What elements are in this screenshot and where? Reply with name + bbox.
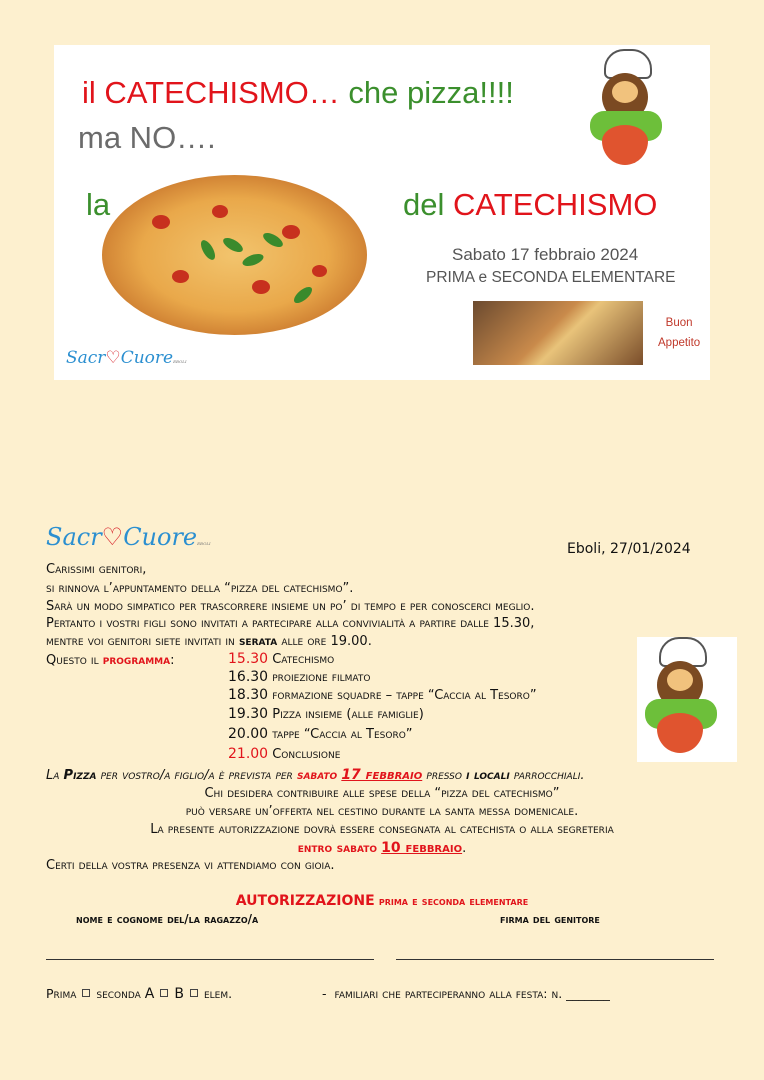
closing-line: Certi della vostra presenza vi attendiamo con gioia. bbox=[46, 858, 335, 873]
banner-title-line1: il CATECHISMO… che pizza!!!! bbox=[82, 75, 514, 110]
authorization-title: AUTORIZZAZIONE prima e seconda elementare bbox=[235, 893, 529, 909]
paragraph-1: si rinnova l’appuntamento della “pizza del catechismo”. bbox=[46, 581, 354, 596]
banner-title-la: la bbox=[86, 187, 111, 222]
banner-classes: PRIMA e SECONDA ELEMENTARE bbox=[426, 269, 676, 286]
program-intro: Questo il programma: bbox=[46, 653, 175, 668]
pizza-slice-photo bbox=[473, 301, 643, 365]
child-name-label: nome e cognome del/la ragazzo/a bbox=[76, 912, 259, 926]
heart-icon: ♡ bbox=[105, 348, 121, 368]
prima-checkbox[interactable] bbox=[82, 989, 90, 997]
deadline-line: entro sabato 10 febbraio. bbox=[297, 840, 467, 856]
parent-signature-label: firma del genitore bbox=[500, 912, 600, 926]
authorization-note: La presente autorizzazione dovrà essere consegnata al catechista o alla segreteria bbox=[150, 822, 614, 837]
program-item: 16.30 proiezione filmato bbox=[228, 669, 371, 685]
contribution-line-1: Chi desidera contribuire alle spese della “pizza del catechismo” bbox=[204, 786, 560, 801]
banner-date: Sabato 17 febbraio 2024 bbox=[452, 245, 639, 264]
section-a-checkbox[interactable] bbox=[160, 989, 168, 997]
program-item: 21.00 Conclusione bbox=[228, 746, 341, 762]
paragraph-2: Sarà un modo simpatico per trascorrere insieme un po’ di tempo e per conoscerci meglio. bbox=[46, 599, 535, 614]
family-count-field[interactable]: - familiari che parteciperanno alla festa: n. _______ bbox=[322, 986, 610, 1001]
class-selection-line: Prima seconda A B elem. bbox=[46, 986, 233, 1002]
program-item: 18.30 formazione squadre – tappe “Caccia al Tesoro” bbox=[228, 687, 537, 703]
heart-icon: ♡ bbox=[101, 523, 124, 551]
program-item: 15.30 Catechismo bbox=[228, 651, 335, 667]
parent-signature-field[interactable] bbox=[396, 959, 714, 960]
greeting: Carissimi genitori, bbox=[46, 562, 147, 577]
place-date: Eboli, 27/01/2024 bbox=[567, 541, 691, 557]
banner-title-line2: ma NO…. bbox=[78, 120, 216, 155]
pizza-image bbox=[102, 175, 367, 335]
chef-mascot-icon bbox=[582, 49, 678, 174]
sacro-cuore-logo: Sacr♡CuoreEBOLI bbox=[66, 348, 187, 368]
program-item: 19.30 Pizza insieme (alle famiglie) bbox=[228, 706, 424, 722]
buon-appetito-text: Buon Appetito bbox=[658, 317, 701, 349]
program-item: 20.00 tappe “Caccia al Tesoro” bbox=[228, 726, 413, 742]
banner-title-catechismo: del CATECHISMO bbox=[403, 187, 658, 222]
child-name-field[interactable] bbox=[46, 959, 374, 960]
pizza-date-line: La Pizza per vostro/a figlio/a è prevista per sabato 17 febbraio presso i locali parrocchiali. bbox=[46, 767, 585, 783]
event-banner bbox=[54, 45, 710, 380]
section-b-checkbox[interactable] bbox=[190, 989, 198, 997]
paragraph-3: Pertanto i vostri figli sono invitati a partecipare alla convivialità a partire dalle 15.30, bbox=[46, 616, 535, 631]
contribution-line-2: può versare un’offerta nel cestino durante la santa messa domenicale. bbox=[185, 804, 579, 819]
chef-mascot-icon bbox=[637, 637, 737, 762]
sacro-cuore-logo-letter: Sacr♡CuoreEBOLI bbox=[46, 523, 211, 551]
paragraph-4: mentre voi genitori siete invitati in serata alle ore 19.00. bbox=[46, 634, 372, 649]
